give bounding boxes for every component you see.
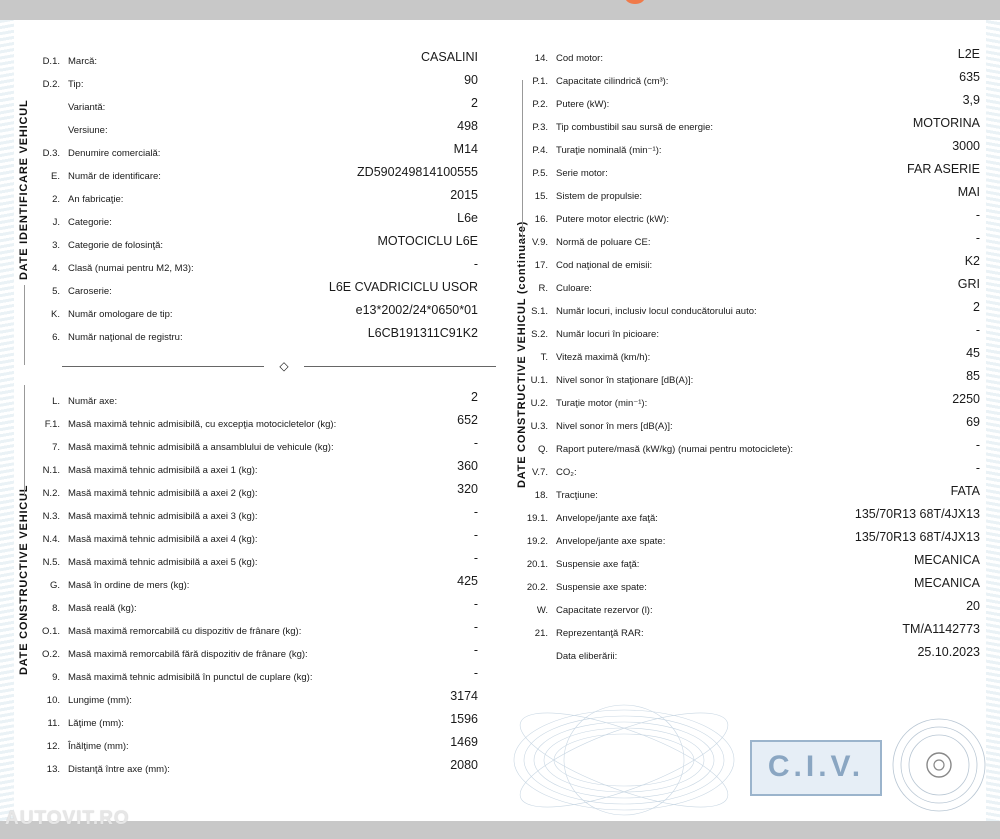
field-value: MECANICA [914, 576, 980, 590]
field-row [514, 277, 980, 297]
field-value: 498 [457, 119, 478, 133]
field-row [514, 392, 980, 412]
field-row [26, 73, 478, 93]
field-value: CASALINI [421, 50, 478, 64]
field-row [26, 597, 478, 617]
field-code: E. [51, 171, 60, 182]
field-row [26, 574, 478, 594]
field-label: Lăţime (mm): [68, 718, 124, 729]
field-code: 11. [47, 718, 60, 729]
field-label: Masă maximă remorcabilă fără dispozitiv de frânare (kg): [68, 649, 308, 660]
section-line-identification [24, 285, 25, 365]
field-row [514, 507, 980, 527]
field-label: Sistem de propulsie: [556, 191, 643, 202]
field-label: Variantă: [68, 102, 106, 113]
field-code: U.1. [530, 375, 548, 386]
field-row [514, 530, 980, 550]
top-bar [0, 0, 1000, 20]
field-code: U.3. [530, 421, 548, 432]
field-label: Distanţă între axe (mm): [68, 764, 170, 775]
field-row [26, 551, 478, 571]
field-row [26, 165, 478, 185]
field-row [26, 482, 478, 502]
field-code: V.7. [531, 467, 548, 478]
right-border-pattern [986, 20, 1000, 821]
field-label: Categorie de folosinţă: [68, 240, 164, 251]
field-value: 45 [966, 346, 980, 360]
field-label: Categorie: [68, 217, 112, 228]
field-row [26, 96, 478, 116]
field-code: 2. [52, 194, 60, 205]
field-value: MAI [957, 185, 980, 199]
field-code: 14. [534, 53, 548, 64]
field-row [26, 280, 478, 300]
field-label: Masă maximă tehnic admisibilă a axei 2 (kg): [68, 488, 258, 499]
field-label: Turaţie motor (min⁻¹): [556, 398, 648, 409]
field-label: Nivel sonor în mers [dB(A)]: [556, 421, 673, 432]
field-code: 21. [534, 628, 548, 639]
field-code: 9. [52, 672, 60, 683]
field-label: Masă reală (kg): [68, 603, 137, 614]
field-row [26, 326, 478, 346]
field-code: 19.1. [526, 513, 548, 524]
field-value: 3174 [450, 689, 478, 703]
field-label: Culoare: [556, 283, 592, 294]
field-row [514, 576, 980, 596]
field-value: - [473, 528, 478, 542]
left-border-pattern [0, 20, 14, 821]
field-row [514, 622, 980, 642]
field-label: Viteză maximă (km/h): [556, 352, 651, 363]
field-label: Anvelope/jante axe faţă: [556, 513, 658, 524]
field-row [26, 303, 478, 323]
field-row [514, 553, 980, 573]
field-value: 360 [457, 459, 478, 473]
field-row [514, 369, 980, 389]
field-label: Reprezentanţă RAR: [556, 628, 644, 639]
field-code: 15. [534, 191, 548, 202]
field-code: P.5. [532, 168, 548, 179]
field-label: Serie motor: [556, 168, 608, 179]
section-label-construct-right: DATE CONSTRUCTIVE VEHICUL (continuare) [516, 220, 528, 488]
field-label: Masă maximă tehnic admisibilă a axei 4 (kg): [68, 534, 258, 545]
field-label: Putere (kW): [556, 99, 610, 110]
field-label: Tracţiune: [556, 490, 598, 501]
field-row [26, 758, 478, 778]
section-label-identification: DATE IDENTIFICARE VEHICUL [18, 99, 30, 280]
field-row [26, 712, 478, 732]
field-code: O.2. [42, 649, 60, 660]
field-row [514, 254, 980, 274]
field-code: 7. [52, 442, 60, 453]
field-code: 5. [52, 286, 60, 297]
field-row [26, 390, 478, 410]
field-label: Marcă: [68, 56, 98, 67]
official-seal [889, 715, 989, 815]
field-code: P.1. [532, 76, 548, 87]
field-label: Capacitate rezervor (l): [556, 605, 653, 616]
field-code: 6. [52, 332, 60, 343]
field-row [514, 461, 980, 481]
field-row [514, 346, 980, 366]
field-value: L2E [957, 47, 980, 61]
field-row [26, 142, 478, 162]
field-value: - [473, 436, 478, 450]
field-value: - [473, 597, 478, 611]
field-value: 2 [973, 300, 980, 314]
field-row [26, 643, 478, 663]
field-label: Număr axe: [68, 396, 118, 407]
field-value: 20 [966, 599, 980, 613]
field-code: Q. [537, 444, 548, 455]
field-code: P.2. [532, 99, 548, 110]
field-value: M14 [453, 142, 478, 156]
field-label: Tip: [68, 79, 84, 90]
field-row [26, 257, 478, 277]
field-label: Clasă (numai pentru M2, M3): [68, 263, 194, 274]
field-value: - [473, 666, 478, 680]
field-label: Capacitate cilindrică (cm³): [556, 76, 669, 87]
field-value: 3,9 [962, 93, 980, 107]
field-label: Număr naţional de registru: [68, 332, 183, 343]
field-value: K2 [964, 254, 980, 268]
field-code: N.5. [42, 557, 60, 568]
field-code: 3. [52, 240, 60, 251]
field-code: O.1. [42, 626, 60, 637]
field-label: Raport putere/masă (kW/kg) (numai pentru motociclete): [556, 444, 794, 455]
field-code: W. [536, 605, 548, 616]
field-row [26, 211, 478, 231]
field-label: Număr locuri, inclusiv locul conducătorului auto: [556, 306, 757, 317]
field-code: S.1. [531, 306, 548, 317]
field-value: e13*2002/24*0650*01 [355, 303, 478, 317]
field-value: L6E CVADRICICLU USOR [328, 280, 478, 294]
field-label: Anvelope/jante axe spate: [556, 536, 666, 547]
field-row [514, 438, 980, 458]
field-code: D.2. [42, 79, 60, 90]
field-value: 320 [457, 482, 478, 496]
field-label: Masă maximă tehnic admisibilă a ansamblului de vehicule (kg): [68, 442, 334, 453]
field-row [514, 116, 980, 136]
field-label: Cod naţional de emisii: [556, 260, 653, 271]
field-row [26, 459, 478, 479]
field-row [514, 208, 980, 228]
field-code: P.3. [532, 122, 548, 133]
field-code: D.1. [42, 56, 60, 67]
field-row [26, 413, 478, 433]
field-label: Nivel sonor în staţionare [dB(A)]: [556, 375, 694, 386]
field-value: FATA [950, 484, 980, 498]
field-row [26, 50, 478, 70]
field-row [26, 119, 478, 139]
field-code: L. [52, 396, 60, 407]
field-value: 652 [457, 413, 478, 427]
field-code: 17. [534, 260, 548, 271]
field-row [514, 47, 980, 67]
field-value: MOTOCICLU L6E [377, 234, 478, 248]
field-value: - [975, 323, 980, 337]
field-code: U.2. [530, 398, 548, 409]
field-code: V.9. [531, 237, 548, 248]
field-code: 18. [534, 490, 548, 501]
civ-stamp: C.I.V. [750, 740, 882, 796]
field-row [514, 415, 980, 435]
field-code: T. [540, 352, 548, 363]
field-value: 2 [471, 96, 478, 110]
watermark: AUTOVIT.RO [5, 808, 130, 829]
field-code: 16. [534, 214, 548, 225]
field-value: TM/A1142773 [902, 622, 980, 636]
field-row [514, 185, 980, 205]
field-code: K. [51, 309, 60, 320]
field-row [26, 188, 478, 208]
field-value: 2 [471, 390, 478, 404]
field-code: 8. [52, 603, 60, 614]
field-label: Putere motor electric (kW): [556, 214, 669, 225]
field-value: - [473, 620, 478, 634]
field-value: - [473, 643, 478, 657]
field-code: 4. [52, 263, 60, 274]
field-row [26, 505, 478, 525]
field-label: An fabricaţie: [68, 194, 124, 205]
field-value: 635 [959, 70, 980, 84]
field-code: 12. [46, 741, 60, 752]
field-row [26, 689, 478, 709]
field-value: GRI [957, 277, 980, 291]
field-value: 1469 [450, 735, 478, 749]
field-code: 13. [46, 764, 60, 775]
field-value: 1596 [450, 712, 478, 726]
field-label: Masă maximă tehnic admisibilă, cu excepţia motocicletelor (kg): [68, 419, 337, 430]
field-row [26, 735, 478, 755]
field-row [514, 645, 980, 665]
field-row [514, 70, 980, 90]
field-row [26, 620, 478, 640]
section-label-construct-left: DATE CONSTRUCTIVE VEHICUL [18, 484, 30, 675]
field-value: 425 [457, 574, 478, 588]
bottom-bar [0, 821, 1000, 839]
field-label: Tip combustibil sau sursă de energie: [556, 122, 714, 133]
field-value: - [975, 231, 980, 245]
field-row [26, 528, 478, 548]
field-label: Masă maximă tehnic admisibilă în punctul de cuplare (kg): [68, 672, 313, 683]
field-label: Masă maximă remorcabilă cu dispozitiv de frânare (kg): [68, 626, 302, 637]
field-row [514, 300, 980, 320]
field-label: Masă maximă tehnic admisibilă a axei 3 (kg): [68, 511, 258, 522]
field-code: S.2. [531, 329, 548, 340]
field-row [514, 231, 980, 251]
field-value: 135/70R13 68T/4JX13 [854, 530, 980, 544]
field-value: L6e [457, 211, 478, 225]
field-label: Înălţime (mm): [68, 741, 129, 752]
field-label: Cod motor: [556, 53, 603, 64]
field-code: D.3. [42, 148, 60, 159]
field-value: - [473, 551, 478, 565]
field-label: Suspensie axe spate: [556, 582, 647, 593]
field-value: MOTORINA [912, 116, 980, 130]
field-value: 25.10.2023 [917, 645, 980, 659]
field-value: L6CB191311C91K2 [367, 326, 478, 340]
field-value: FAR ASERIE [907, 162, 980, 176]
divider-ornament: ◇ [264, 358, 304, 374]
field-value: 90 [464, 73, 478, 87]
field-label: Suspensie axe faţă: [556, 559, 640, 570]
field-code: N.3. [42, 511, 60, 522]
field-row [514, 162, 980, 182]
field-row [514, 484, 980, 504]
field-row [514, 323, 980, 343]
field-value: - [975, 208, 980, 222]
field-label: Caroserie: [68, 286, 112, 297]
field-code: R. [538, 283, 548, 294]
section-line-construct-left [24, 385, 25, 495]
field-value: - [975, 461, 980, 475]
field-code: G. [49, 580, 60, 591]
field-row [26, 666, 478, 686]
field-value: 2015 [450, 188, 478, 202]
field-row [514, 599, 980, 619]
field-value: MECANICA [914, 553, 980, 567]
field-label: CO₂: [556, 467, 577, 478]
field-value: 3000 [952, 139, 980, 153]
field-value: 2080 [450, 758, 478, 772]
field-label: Număr de identificare: [68, 171, 161, 182]
field-code: N.4. [42, 534, 60, 545]
field-row [26, 234, 478, 254]
field-value: 2250 [952, 392, 980, 406]
field-label: Masă maximă tehnic admisibilă a axei 1 (kg): [68, 465, 258, 476]
field-label: Lungime (mm): [68, 695, 132, 706]
field-value: - [473, 257, 478, 271]
field-row [514, 139, 980, 159]
field-code: 10. [46, 695, 60, 706]
field-row [514, 93, 980, 113]
field-code: 19.2. [526, 536, 548, 547]
field-label: Denumire comercială: [68, 148, 161, 159]
field-code: 20.2. [526, 582, 548, 593]
field-value: - [473, 505, 478, 519]
field-code: 20.1. [526, 559, 548, 570]
field-code: N.1. [42, 465, 60, 476]
field-value: 135/70R13 68T/4JX13 [854, 507, 980, 521]
field-code: F.1. [44, 419, 60, 430]
field-label: Versiune: [68, 125, 108, 136]
field-label: Data eliberării: [556, 651, 618, 662]
field-value: ZD590249814100555 [357, 165, 478, 179]
registration-document [14, 20, 986, 821]
field-code: J. [52, 217, 60, 228]
field-label: Masă maximă tehnic admisibilă a axei 5 (kg): [68, 557, 258, 568]
field-row [26, 436, 478, 456]
field-label: Turaţie nominală (min⁻¹): [556, 145, 662, 156]
field-code: N.2. [42, 488, 60, 499]
field-label: Masă în ordine de mers (kg): [68, 580, 190, 591]
field-label: Număr locuri în picioare: [556, 329, 659, 340]
field-value: - [975, 438, 980, 452]
field-label: Normă de poluare CE: [556, 237, 651, 248]
field-label: Număr omologare de tip: [68, 309, 173, 320]
guilloche-pattern [504, 700, 744, 820]
field-code: P.4. [532, 145, 548, 156]
field-value: 69 [966, 415, 980, 429]
field-value: 85 [966, 369, 980, 383]
